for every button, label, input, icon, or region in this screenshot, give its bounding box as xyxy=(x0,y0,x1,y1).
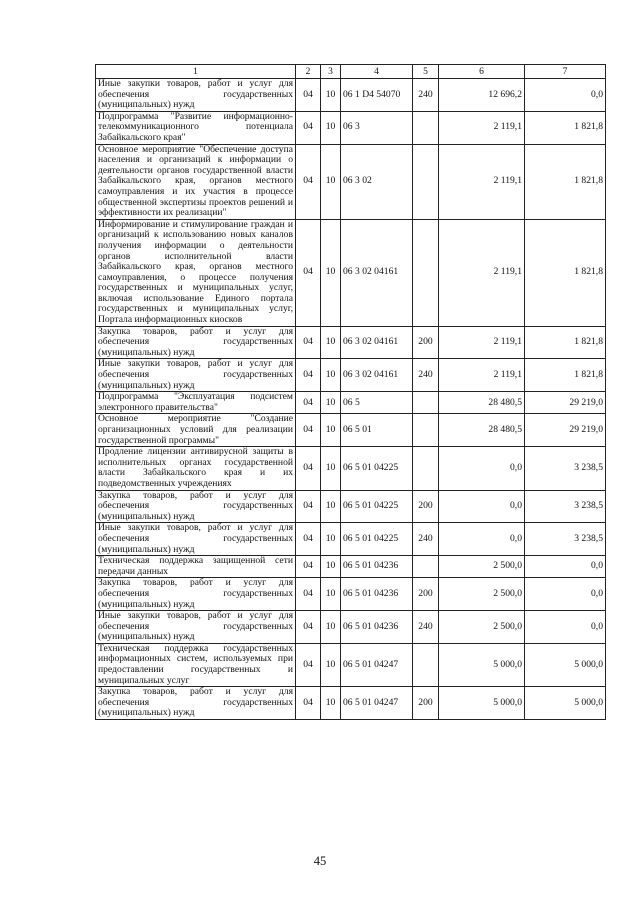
header-col-2: 2 xyxy=(296,65,321,79)
table-row xyxy=(96,687,606,720)
row-section-code: 04 xyxy=(296,611,321,644)
row-section-code: 04 xyxy=(296,219,321,326)
row-amount-year-1: 12 696,2 xyxy=(439,79,525,112)
row-description: Закупка товаров, работ и услуг для обеспечения государственных (муниципальных) нужд xyxy=(96,326,296,359)
row-target-article: 06 5 01 04236 xyxy=(341,556,413,578)
row-amount-year-2: 3 238,5 xyxy=(525,447,606,490)
row-amount-year-2: 3 238,5 xyxy=(525,523,606,556)
row-subsection-code: 10 xyxy=(321,490,341,523)
row-subsection-code: 10 xyxy=(321,414,341,447)
row-section-code: 04 xyxy=(296,79,321,112)
row-amount-year-2: 0,0 xyxy=(525,578,606,611)
row-subsection-code: 10 xyxy=(321,359,341,392)
row-amount-year-2: 29 219,0 xyxy=(525,414,606,447)
row-target-article: 06 5 01 04225 xyxy=(341,523,413,556)
header-col-5: 5 xyxy=(413,65,439,79)
row-amount-year-1: 2 119,1 xyxy=(439,219,525,326)
row-amount-year-1: 2 119,1 xyxy=(439,111,525,144)
row-subsection-code: 10 xyxy=(321,611,341,644)
row-section-code: 04 xyxy=(296,392,321,414)
row-amount-year-1: 2 119,1 xyxy=(439,326,525,359)
row-expense-type xyxy=(413,643,439,686)
row-section-code: 04 xyxy=(296,643,321,686)
row-amount-year-1: 28 480,5 xyxy=(439,392,525,414)
row-amount-year-2: 0,0 xyxy=(525,556,606,578)
header-col-7: 7 xyxy=(525,65,606,79)
row-subsection-code: 10 xyxy=(321,79,341,112)
budget-table xyxy=(95,64,606,720)
row-amount-year-1: 2 119,1 xyxy=(439,144,525,219)
row-description: Подпрограмма "Эксплуатация подсистем электронного правительства" xyxy=(96,392,296,414)
table-row xyxy=(96,359,606,392)
row-expense-type: 200 xyxy=(413,687,439,720)
table-row xyxy=(96,643,606,686)
row-expense-type: 240 xyxy=(413,523,439,556)
row-expense-type xyxy=(413,556,439,578)
row-target-article: 06 5 01 xyxy=(341,414,413,447)
row-target-article: 06 5 01 04225 xyxy=(341,447,413,490)
row-amount-year-2: 1 821,8 xyxy=(525,326,606,359)
table-row xyxy=(96,490,606,523)
row-target-article: 06 3 02 04161 xyxy=(341,219,413,326)
row-amount-year-2: 29 219,0 xyxy=(525,392,606,414)
row-expense-type xyxy=(413,447,439,490)
row-amount-year-2: 0,0 xyxy=(525,79,606,112)
row-description: Иные закупки товаров, работ и услуг для обеспечения государственных (муниципальных) нужд xyxy=(96,523,296,556)
row-amount-year-1: 0,0 xyxy=(439,447,525,490)
row-target-article: 06 3 02 xyxy=(341,144,413,219)
row-section-code: 04 xyxy=(296,359,321,392)
row-subsection-code: 10 xyxy=(321,687,341,720)
row-subsection-code: 10 xyxy=(321,326,341,359)
row-subsection-code: 10 xyxy=(321,144,341,219)
row-target-article: 06 5 01 04247 xyxy=(341,687,413,720)
row-target-article: 06 5 01 04225 xyxy=(341,490,413,523)
row-target-article: 06 3 xyxy=(341,111,413,144)
table-body xyxy=(96,65,606,720)
row-description: Продление лицензии антивирусной защиты в исполнительных органах государственной власти Забайкальского края и их подведомственных учреждениях xyxy=(96,447,296,490)
row-amount-year-1: 2 500,0 xyxy=(439,556,525,578)
table-row xyxy=(96,523,606,556)
table-row xyxy=(96,447,606,490)
row-section-code: 04 xyxy=(296,490,321,523)
row-description: Закупка товаров, работ и услуг для обеспечения государственных (муниципальных) нужд xyxy=(96,490,296,523)
row-amount-year-2: 3 238,5 xyxy=(525,490,606,523)
table-row xyxy=(96,326,606,359)
row-target-article: 06 3 02 04161 xyxy=(341,359,413,392)
row-target-article: 06 5 01 04236 xyxy=(341,578,413,611)
table-row xyxy=(96,144,606,219)
row-amount-year-1: 28 480,5 xyxy=(439,414,525,447)
row-expense-type xyxy=(413,111,439,144)
row-target-article: 06 5 xyxy=(341,392,413,414)
row-section-code: 04 xyxy=(296,687,321,720)
row-expense-type xyxy=(413,219,439,326)
row-subsection-code: 10 xyxy=(321,219,341,326)
row-amount-year-2: 1 821,8 xyxy=(525,144,606,219)
row-description: Основное мероприятие "Обеспечение доступа населения и организаций к информации о деятельности органов государственной власти Забайкальского края, органов местного самоуправления и их участия в процессе общественной экспертизы проектов решений и эффективности их реализации" xyxy=(96,144,296,219)
row-subsection-code: 10 xyxy=(321,643,341,686)
row-target-article: 06 5 01 04247 xyxy=(341,643,413,686)
header-col-1: 1 xyxy=(96,65,296,79)
row-expense-type: 200 xyxy=(413,490,439,523)
row-subsection-code: 10 xyxy=(321,392,341,414)
row-subsection-code: 10 xyxy=(321,447,341,490)
row-expense-type xyxy=(413,414,439,447)
row-amount-year-1: 5 000,0 xyxy=(439,643,525,686)
row-expense-type: 240 xyxy=(413,79,439,112)
header-col-4: 4 xyxy=(341,65,413,79)
row-subsection-code: 10 xyxy=(321,523,341,556)
table-row xyxy=(96,79,606,112)
row-section-code: 04 xyxy=(296,414,321,447)
header-col-3: 3 xyxy=(321,65,341,79)
row-amount-year-1: 2 119,1 xyxy=(439,359,525,392)
row-expense-type: 240 xyxy=(413,359,439,392)
row-target-article: 06 1 D4 54070 xyxy=(341,79,413,112)
row-description: Техническая поддержка государственных информационных систем, используемых при предоставлении государственных и муниципальных услуг xyxy=(96,643,296,686)
row-amount-year-1: 2 500,0 xyxy=(439,578,525,611)
row-expense-type xyxy=(413,144,439,219)
row-subsection-code: 10 xyxy=(321,556,341,578)
row-description: Закупка товаров, работ и услуг для обеспечения государственных (муниципальных) нужд xyxy=(96,578,296,611)
row-amount-year-2: 0,0 xyxy=(525,611,606,644)
row-section-code: 04 xyxy=(296,144,321,219)
row-section-code: 04 xyxy=(296,447,321,490)
row-description: Информирование и стимулирование граждан и организаций к использованию новых каналов получения информации о деятельности органов исполнительной власти Забайкальского края, органов местного самоуправления, о процессе получения государственных и муниципальных услуг, включая использование Единого портала государственных и муниципальных услуг, Портала информационных киосков xyxy=(96,219,296,326)
table-row xyxy=(96,392,606,414)
row-description: Иные закупки товаров, работ и услуг для обеспечения государственных (муниципальных) нужд xyxy=(96,79,296,112)
table-row xyxy=(96,611,606,644)
table-row xyxy=(96,414,606,447)
row-section-code: 04 xyxy=(296,326,321,359)
row-amount-year-2: 1 821,8 xyxy=(525,111,606,144)
row-amount-year-1: 2 500,0 xyxy=(439,611,525,644)
row-section-code: 04 xyxy=(296,523,321,556)
row-description: Иные закупки товаров, работ и услуг для обеспечения государственных (муниципальных) нужд xyxy=(96,611,296,644)
row-amount-year-1: 0,0 xyxy=(439,523,525,556)
row-description: Основное мероприятие "Создание организационных условий для реализации государственной программы" xyxy=(96,414,296,447)
table-row xyxy=(96,578,606,611)
row-expense-type xyxy=(413,392,439,414)
row-amount-year-2: 1 821,8 xyxy=(525,219,606,326)
row-expense-type: 240 xyxy=(413,611,439,644)
row-target-article: 06 5 01 04236 xyxy=(341,611,413,644)
row-section-code: 04 xyxy=(296,111,321,144)
row-amount-year-2: 5 000,0 xyxy=(525,643,606,686)
header-col-6: 6 xyxy=(439,65,525,79)
header-row xyxy=(96,65,606,79)
row-subsection-code: 10 xyxy=(321,111,341,144)
row-section-code: 04 xyxy=(296,578,321,611)
row-amount-year-2: 1 821,8 xyxy=(525,359,606,392)
row-amount-year-1: 5 000,0 xyxy=(439,687,525,720)
row-amount-year-1: 0,0 xyxy=(439,490,525,523)
row-expense-type: 200 xyxy=(413,578,439,611)
row-description: Техническая поддержка защищенной сети передачи данных xyxy=(96,556,296,578)
row-description: Закупка товаров, работ и услуг для обеспечения государственных (муниципальных) нужд xyxy=(96,687,296,720)
row-subsection-code: 10 xyxy=(321,578,341,611)
row-description: Иные закупки товаров, работ и услуг для обеспечения государственных (муниципальных) нужд xyxy=(96,359,296,392)
row-description: Подпрограмма "Развитие информационно-телекоммуникационного потенциала Забайкальского края" xyxy=(96,111,296,144)
page-number: 45 xyxy=(313,854,327,868)
row-target-article: 06 3 02 04161 xyxy=(341,326,413,359)
row-section-code: 04 xyxy=(296,556,321,578)
row-expense-type: 200 xyxy=(413,326,439,359)
table-row xyxy=(96,111,606,144)
row-amount-year-2: 5 000,0 xyxy=(525,687,606,720)
table-row xyxy=(96,556,606,578)
table-row xyxy=(96,219,606,326)
